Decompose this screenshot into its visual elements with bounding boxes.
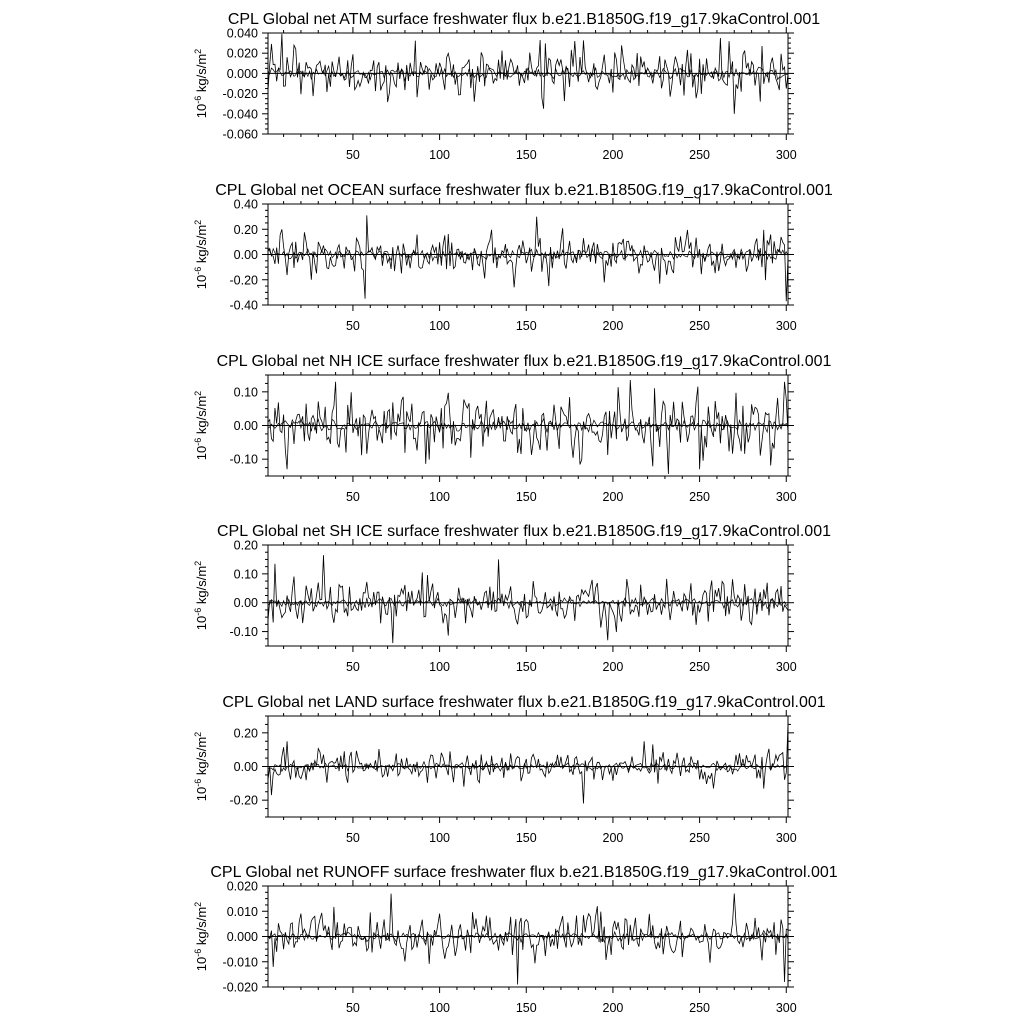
x-tick-label: 250 <box>689 831 711 845</box>
x-tick-label: 50 <box>345 660 360 674</box>
y-tick-label: 0.10 <box>233 385 258 400</box>
x-tick-label: 150 <box>515 831 537 845</box>
y-tick-label: 0.000 <box>226 930 258 944</box>
chart-panel-4 <box>193 523 831 674</box>
y-tick-label: -0.060 <box>222 127 258 142</box>
y-axis-label-exponent: -6 <box>193 948 203 957</box>
x-tick-label: 200 <box>602 660 624 674</box>
x-tick-label: 150 <box>515 319 537 333</box>
y-tick-label: 0.00 <box>233 248 258 262</box>
x-tick-label: 150 <box>515 148 537 162</box>
y-axis-label-power: 2 <box>193 48 203 54</box>
x-tick-label: 250 <box>689 319 711 333</box>
y-axis-label-units: kg/s/m <box>194 906 209 949</box>
y-axis-label-base: 10 <box>194 615 209 631</box>
x-tick-label: 200 <box>602 1001 624 1015</box>
y-axis-label-units: kg/s/m <box>194 565 209 608</box>
y-axis-label <box>193 220 209 289</box>
y-axis-label-power: 2 <box>193 731 203 737</box>
y-tick-label: 0.20 <box>233 538 258 553</box>
x-tick-label: 300 <box>775 831 797 845</box>
y-axis-label-exponent: -6 <box>193 778 203 787</box>
y-tick-label: 0.10 <box>233 567 258 582</box>
x-tick-label: 250 <box>689 1001 711 1015</box>
y-axis-label-exponent: -6 <box>193 607 203 616</box>
x-tick-label: 200 <box>602 831 624 845</box>
y-axis-label <box>193 49 209 118</box>
y-axis-label-units: kg/s/m <box>194 736 209 779</box>
y-tick-label: 0.40 <box>233 197 258 212</box>
x-tick-label: 200 <box>602 319 624 333</box>
x-tick-label: 200 <box>602 148 624 162</box>
x-tick-label: 150 <box>515 660 537 674</box>
chart-title: CPL Global net SH ICE surface freshwater flux b.e21.B1850G.f19_g17.9kaControl.001 <box>217 523 831 540</box>
y-axis-label-units: kg/s/m <box>194 224 209 267</box>
x-tick-label: 100 <box>429 490 451 504</box>
chart-title: CPL Global net RUNOFF surface freshwater flux b.e21.B1850G.f19_g17.9kaControl.001 <box>210 864 838 881</box>
y-tick-label: 0.00 <box>233 596 258 611</box>
x-tick-label: 100 <box>429 319 451 333</box>
x-tick-label: 100 <box>429 831 451 845</box>
y-axis-label <box>193 732 209 801</box>
y-tick-label: -0.040 <box>222 107 258 122</box>
y-tick-label: 0.020 <box>226 879 258 894</box>
y-axis-label-base: 10 <box>194 274 209 290</box>
x-tick-label: 50 <box>345 319 360 333</box>
y-tick-label: 0.00 <box>233 419 258 433</box>
x-tick-label: 300 <box>775 148 797 162</box>
x-tick-label: 300 <box>775 319 797 333</box>
y-axis-label <box>193 561 209 630</box>
x-tick-label: 150 <box>515 490 537 504</box>
y-tick-label: -0.20 <box>229 273 258 288</box>
series-line-annual <box>268 215 788 301</box>
y-tick-label: -0.10 <box>229 625 258 640</box>
y-axis-label-base: 10 <box>194 786 209 802</box>
chart-panel-1 <box>193 11 820 162</box>
y-axis-label <box>193 902 209 971</box>
chart-title: CPL Global net LAND surface freshwater flux b.e21.B1850G.f19_g17.9kaControl.001 <box>222 694 826 711</box>
y-tick-label: -0.20 <box>229 793 258 808</box>
x-tick-label: 50 <box>345 490 360 504</box>
x-tick-label: 50 <box>345 148 360 162</box>
y-axis-label-power: 2 <box>193 901 203 907</box>
x-tick-label: 300 <box>775 1001 797 1015</box>
y-axis-label-base: 10 <box>194 956 209 972</box>
y-axis-label-units: kg/s/m <box>194 53 209 96</box>
x-tick-label: 250 <box>689 148 711 162</box>
chart-title: CPL Global net NH ICE surface freshwater flux b.e21.B1850G.f19_g17.9kaControl.001 <box>216 353 832 370</box>
y-axis-label-base: 10 <box>194 103 209 119</box>
y-axis-label-power: 2 <box>193 390 203 396</box>
y-tick-label: 0.040 <box>226 26 258 41</box>
x-tick-label: 100 <box>429 148 451 162</box>
x-tick-label: 100 <box>429 660 451 674</box>
y-axis-label-exponent: -6 <box>193 437 203 446</box>
plot-frame <box>268 33 788 134</box>
y-tick-label: 0.010 <box>226 904 258 919</box>
chart-panel-6 <box>193 864 838 1015</box>
x-tick-label: 250 <box>689 660 711 674</box>
x-tick-label: 150 <box>515 1001 537 1015</box>
y-tick-label: -0.020 <box>222 980 258 995</box>
y-axis-label-exponent: -6 <box>193 266 203 275</box>
y-tick-label: 0.020 <box>226 46 258 61</box>
y-axis-label <box>193 391 209 460</box>
y-axis-label-units: kg/s/m <box>194 395 209 438</box>
y-tick-label: -0.020 <box>222 87 258 102</box>
series-line-annual <box>268 723 788 804</box>
x-tick-label: 100 <box>429 1001 451 1015</box>
chart-panel-2 <box>193 182 833 333</box>
chart-panel-3 <box>193 353 832 504</box>
y-tick-label: 0.20 <box>233 726 258 741</box>
y-axis-label-power: 2 <box>193 560 203 566</box>
y-tick-label: -0.10 <box>229 452 258 467</box>
x-tick-label: 50 <box>345 1001 360 1015</box>
x-tick-label: 50 <box>345 831 360 845</box>
y-axis-label-base: 10 <box>194 445 209 461</box>
x-tick-label: 250 <box>689 490 711 504</box>
chart-title: CPL Global net OCEAN surface freshwater flux b.e21.B1850G.f19_g17.9kaControl.001 <box>215 182 833 199</box>
y-tick-label: 0.00 <box>233 760 258 774</box>
x-tick-label: 300 <box>775 660 797 674</box>
y-tick-label: 0.20 <box>233 222 258 237</box>
y-tick-label: -0.010 <box>222 955 258 970</box>
y-axis-label-power: 2 <box>193 219 203 225</box>
y-tick-label: -0.40 <box>229 298 258 313</box>
y-axis-label-exponent: -6 <box>193 95 203 104</box>
chart-title: CPL Global net ATM surface freshwater flux b.e21.B1850G.f19_g17.9kaControl.001 <box>227 11 821 28</box>
x-tick-label: 300 <box>775 490 797 504</box>
x-tick-label: 200 <box>602 490 624 504</box>
series-line-annual <box>268 555 788 643</box>
chart-panel-5 <box>193 694 826 845</box>
y-tick-label: 0.000 <box>226 66 258 81</box>
